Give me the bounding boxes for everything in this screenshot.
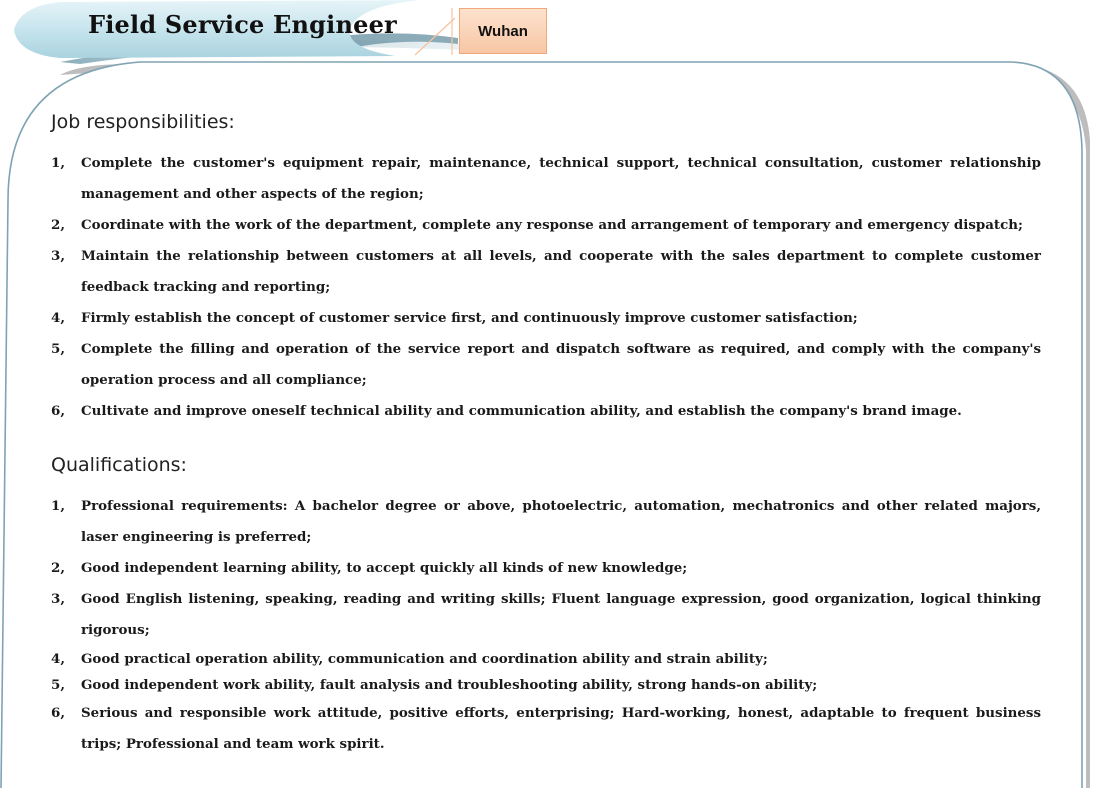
- item-text: Good independent learning ability, to accept quickly all kinds of new knowledge;: [81, 560, 688, 576]
- item-number: 3,: [51, 248, 65, 264]
- item-text: Serious and responsible work attitude, positive efforts, enterprising; Hard-working, honest, adaptable to frequent business trips; Professional and team work spirit.: [81, 705, 1041, 752]
- item-text: Good English listening, speaking, reading and writing skills; Fluent language expression, good organization, logical thinking rigorous;: [81, 591, 1041, 638]
- list-item: [51, 646, 1041, 672]
- item-text: Complete the customer's equipment repair, maintenance, technical support, technical consultation, customer relationship management and other aspects of the region;: [81, 155, 1041, 202]
- list-item: [51, 396, 1041, 427]
- item-text: Maintain the relationship between customers at all levels, and cooperate with the sales department to complete customer feedback tracking and reporting;: [81, 248, 1041, 295]
- item-number: 2,: [51, 217, 65, 233]
- item-text: Professional requirements: A bachelor degree or above, photoelectric, automation, mechatronics and other related majors, laser engineering is preferred;: [81, 498, 1041, 545]
- list-item: [51, 672, 1041, 698]
- item-number: 5,: [51, 341, 65, 357]
- list-item: [51, 584, 1041, 646]
- item-number: 4,: [51, 651, 65, 667]
- item-number: 6,: [51, 403, 65, 419]
- page-title: Field Service Engineer: [88, 10, 397, 39]
- item-text: Cultivate and improve oneself technical ability and communication ability, and establish the company's brand image.: [81, 403, 962, 419]
- responsibilities-heading: Job responsibilities:: [51, 111, 235, 133]
- list-item: [51, 553, 1041, 584]
- responsibilities-list: [51, 148, 1041, 427]
- item-number: 6,: [51, 705, 65, 721]
- list-item: [51, 334, 1041, 396]
- item-number: 3,: [51, 591, 65, 607]
- item-text: Coordinate with the work of the department, complete any response and arrangement of temporary and emergency dispatch;: [81, 217, 1023, 233]
- list-item: [51, 698, 1041, 760]
- item-number: 1,: [51, 155, 65, 171]
- item-text: Complete the filling and operation of the service report and dispatch software as required, and comply with the company's operation process and all compliance;: [81, 341, 1041, 388]
- list-item: [51, 148, 1041, 210]
- list-item: [51, 303, 1041, 334]
- item-number: 4,: [51, 310, 65, 326]
- item-number: 1,: [51, 498, 65, 514]
- location-tab: Wuhan: [459, 8, 547, 54]
- list-item: [51, 491, 1041, 553]
- item-text: Good practical operation ability, communication and coordination ability and strain ability;: [81, 651, 768, 667]
- item-number: 5,: [51, 677, 65, 693]
- list-item: [51, 210, 1041, 241]
- item-text: Firmly establish the concept of customer service first, and continuously improve customer satisfaction;: [81, 310, 858, 326]
- item-text: Good independent work ability, fault analysis and troubleshooting ability, strong hands-on ability;: [81, 677, 818, 693]
- list-item: [51, 241, 1041, 303]
- item-number: 2,: [51, 560, 65, 576]
- qualifications-list: [51, 491, 1041, 760]
- qualifications-heading: Qualifications:: [51, 454, 187, 476]
